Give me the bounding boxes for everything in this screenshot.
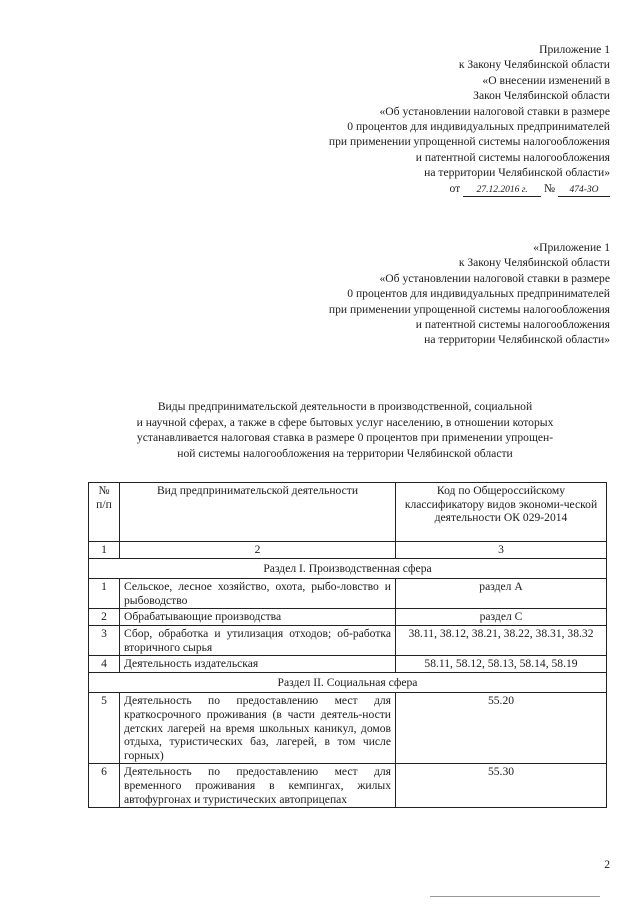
- table-row: [89, 656, 607, 673]
- appendix-2-line: «Приложение 1: [533, 241, 610, 254]
- table-row: [89, 579, 607, 609]
- number-sign: №: [544, 181, 556, 195]
- row-activity: Сельское, лесное хозяйство, охота, рыбо-ловство и рыбоводство: [120, 579, 396, 609]
- row-code: 58.11, 58.12, 58.13, 58.14, 58.19: [396, 656, 607, 673]
- bottom-divider: [430, 896, 600, 897]
- header-code: Код по Общероссийскому классификатору видов экономи-ческой деятельности ОК 029-2014: [396, 483, 607, 542]
- appendix-1-line: «О внесении изменений в: [482, 73, 610, 87]
- appendix-1-line: и патентной системы налогообложения: [415, 150, 610, 164]
- row-num: 3: [89, 625, 120, 655]
- row-activity: Деятельность по предоставлению мест для краткосрочного проживания (в части деятель-ности детских лагерей на время школьных каникул, домов отдыха, туристических баз, лагерей, в том числе горных): [120, 693, 396, 764]
- page-number: 2: [604, 858, 610, 871]
- row-num: 2: [89, 609, 120, 626]
- row-code: 55.20: [396, 693, 607, 764]
- row-num: 5: [89, 693, 120, 764]
- appendix-2-line: на территории Челябинской области»: [424, 333, 610, 347]
- appendix-2-line: «Об установлении налоговой ставки в размере: [379, 271, 610, 285]
- row-code: раздел С: [396, 609, 607, 626]
- appendix-1-line: на территории Челябинской области»: [424, 166, 610, 180]
- header-num: № п/п: [89, 483, 120, 542]
- number-value: 474-ЗО: [558, 184, 610, 197]
- appendix-1-line: при применении упрощенной системы налогообложения: [328, 135, 610, 149]
- header-activity: Вид предпринимательской деятельности: [120, 483, 396, 542]
- appendix-2-block: [230, 240, 610, 348]
- table-row: [89, 693, 607, 764]
- section-row: [89, 672, 607, 693]
- appendix-1-block: [230, 42, 610, 197]
- heading-line: и научной сферах, а также в сфере бытовых услуг населению, в отношении которых: [136, 415, 554, 429]
- appendix-2-line: 0 процентов для индивидуальных предпринимателей: [347, 287, 610, 301]
- row-num: 1: [89, 579, 120, 609]
- table-row: [89, 764, 607, 808]
- column-number: 2: [120, 542, 396, 559]
- appendix-1-line: Приложение 1: [539, 43, 610, 56]
- appendix-1-line: «Об установлении налоговой ставки в размере: [379, 104, 610, 118]
- table-row: [89, 625, 607, 655]
- appendix-1-line: 0 процентов для индивидуальных предпринимателей: [347, 120, 610, 134]
- document-heading: [90, 399, 600, 462]
- row-activity: Обрабатывающие производства: [120, 609, 396, 626]
- section-title: Раздел I. Производственная сфера: [89, 558, 607, 579]
- row-num: 4: [89, 656, 120, 673]
- section-title: Раздел II. Социальная сфера: [89, 672, 607, 693]
- row-code: 38.11, 38.12, 38.21, 38.22, 38.31, 38.32: [396, 625, 607, 655]
- row-code: 55.30: [396, 764, 607, 808]
- section-row: [89, 558, 607, 579]
- date-value: 27.12.2016 г.: [463, 184, 541, 197]
- appendix-1-line: Закон Челябинской области: [473, 89, 610, 103]
- table-header-row: [89, 483, 607, 542]
- row-num: 6: [89, 764, 120, 808]
- column-number: 1: [89, 542, 120, 559]
- appendix-2-line: при применении упрощенной системы налогообложения: [328, 302, 610, 316]
- row-code: раздел А: [396, 579, 607, 609]
- date-prefix: от: [449, 181, 461, 195]
- row-activity: Сбор, обработка и утилизация отходов; об-работка вторичного сырья: [120, 625, 396, 655]
- appendix-1-line: к Закону Челябинской области: [458, 58, 610, 72]
- column-number: 3: [396, 542, 607, 559]
- heading-line: устанавливается налоговая ставка в размере 0 процентов при применении упрощен-: [136, 431, 554, 445]
- appendix-2-line: и патентной системы налогообложения: [415, 318, 610, 332]
- heading-line: Виды предпринимательской деятельности в производственной, социальной: [157, 400, 533, 413]
- date-number-line: [230, 181, 610, 197]
- table-row: [89, 609, 607, 626]
- column-number-row: [89, 542, 607, 559]
- appendix-2-line: к Закону Челябинской области: [458, 256, 610, 270]
- row-activity: Деятельность по предоставлению мест для временного проживания в кемпингах, жилых автофургонах и туристических автоприцепах: [120, 764, 396, 808]
- activities-table: [88, 482, 607, 808]
- heading-line: ной системы налогообложения на территории Челябинской области: [177, 447, 513, 461]
- row-activity: Деятельность издательская: [120, 656, 396, 673]
